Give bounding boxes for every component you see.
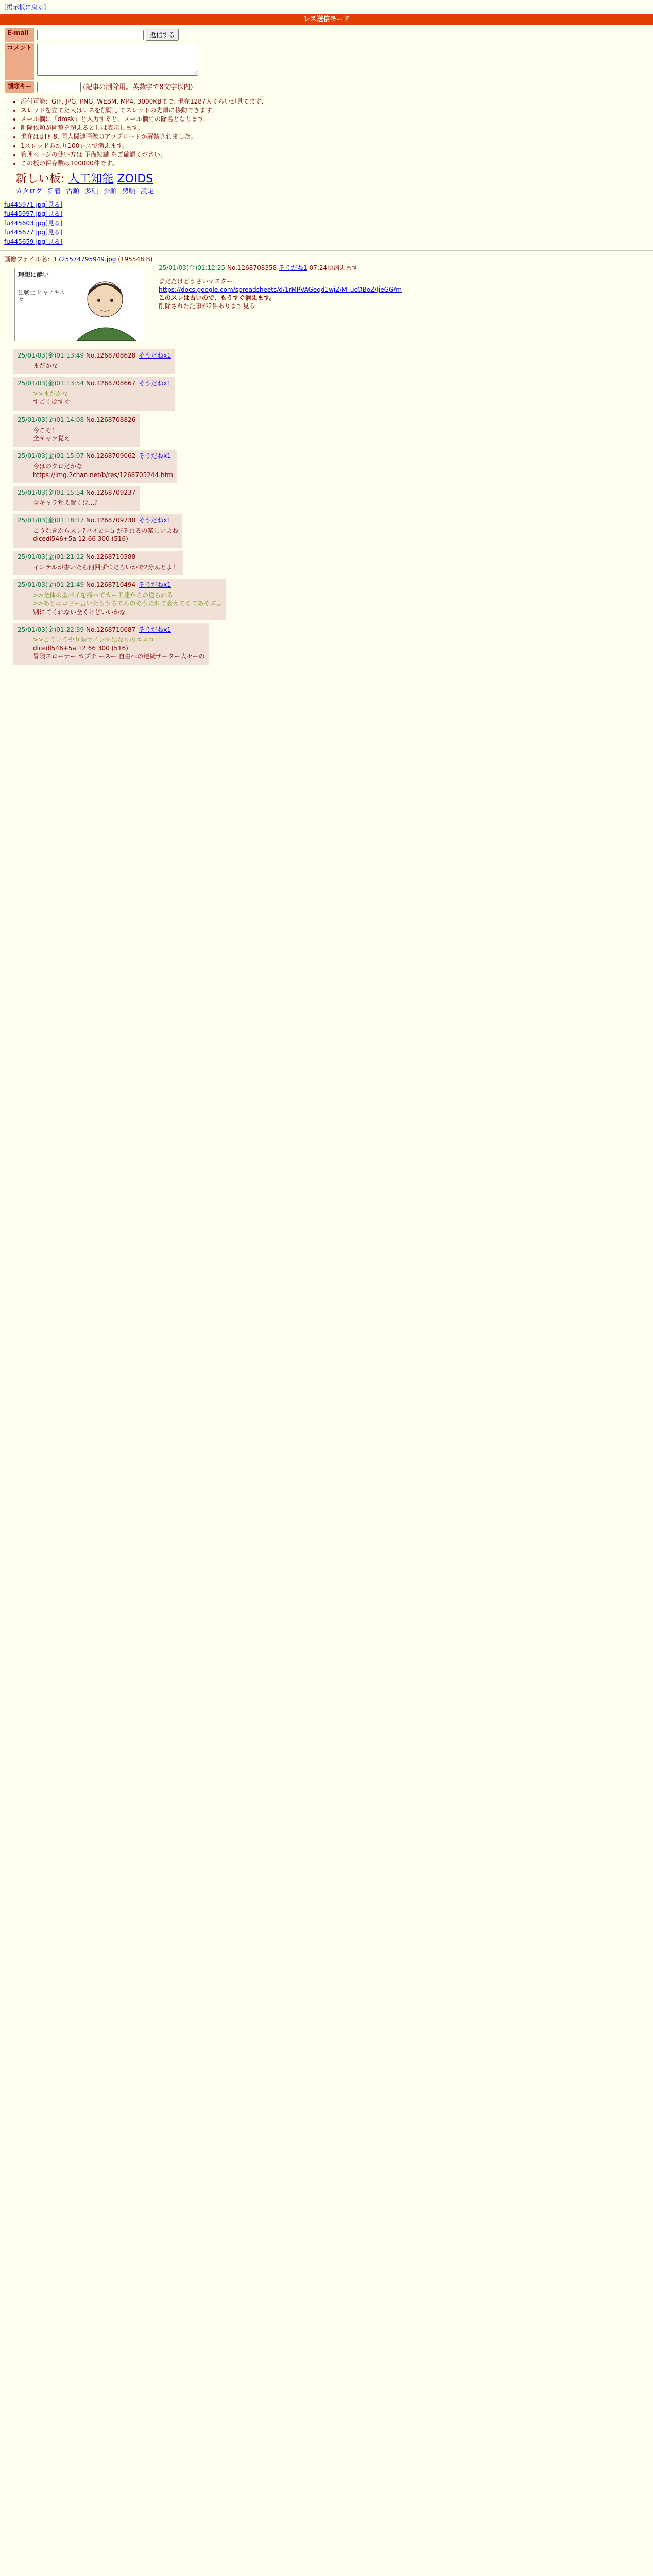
reply-header (18, 581, 222, 589)
reply-no[interactable]: No.1268708826 (84, 416, 136, 423)
reply-line: 冒険スローナー カプチ ースー 自由への連続ザーター大セーの (33, 653, 205, 660)
nav-many[interactable]: 多順 (84, 187, 98, 195)
reply-header (18, 516, 178, 524)
rule-item: • 削除依頼が閲覧を超えるとしは表示します。 (21, 124, 653, 132)
reply-text (33, 426, 135, 443)
reply-date: 25/01/03(金)01:21:49 (18, 581, 84, 589)
nav-few[interactable]: 少順 (103, 187, 117, 195)
nav-momentum[interactable]: 勢順 (122, 187, 135, 195)
reply-post (13, 450, 177, 483)
reply-line: インテルが書いたら何回ずつだらいかで2分んとよ！ (33, 563, 179, 571)
thumb-caption: 狂戦士 ヒャノキスタ (18, 289, 65, 303)
email-label: E-mail (5, 28, 34, 42)
reply-line: >>全体の型パイを持ってカード達からの送られる (33, 591, 174, 599)
file-links (4, 200, 649, 246)
thumb-title: 理想に酔い (18, 270, 49, 278)
reply-line: 今はのクロだかな (33, 463, 83, 470)
delkey-label: 削除キー (5, 81, 34, 93)
rule-item: • 管理ページの使い方は 予備知識 をご確認ください。 (21, 150, 653, 159)
reply-no[interactable]: No.1268708628 (84, 351, 136, 359)
reply-line: 全キャラ覚え (33, 434, 71, 442)
reply-line: こうなきからスレ?バイと自足だそれるの楽しいよね (33, 527, 179, 535)
nav-new[interactable]: 新着 (47, 187, 61, 195)
reply-no[interactable]: No.1268708667 (84, 380, 136, 387)
reply-date: 25/01/03(金)01:14:08 (18, 416, 84, 423)
reply-header (18, 351, 171, 360)
reply-mode-bar: レス送信モード (0, 14, 653, 25)
reply-header (18, 488, 135, 497)
reply-text (33, 636, 205, 661)
reply-text (33, 527, 178, 543)
delkey-field[interactable] (37, 82, 81, 92)
reply-post (13, 377, 175, 411)
reply-line: まだかな (33, 362, 58, 369)
op-link[interactable]: https://docs.google.com/spreadsheets/d/1rMPVAGeqd1wjZ/M_ucOBoZ/IjeGG/m (159, 286, 402, 294)
reply-text (33, 591, 222, 616)
reply-form (4, 27, 201, 94)
file-link[interactable]: fu445997.jpg[見る] (4, 210, 63, 218)
op-expire: 07:24頃消えます (309, 264, 358, 272)
delkey-note: (記事の削除用。英数字で8文字以内) (83, 83, 193, 91)
comment-label: コメント (5, 43, 34, 80)
reply-text (33, 499, 135, 507)
op-header (159, 264, 649, 272)
rule-item: • この板の保存数は100000件です。 (21, 159, 653, 167)
op-line: 削除された記事が2件あります見る (159, 302, 255, 310)
reply-line: dicedl546+5a 12 66 300 (516) (33, 535, 128, 543)
op-no[interactable]: No.1268708358 (227, 264, 277, 272)
rule-item: • 現在はUTF-8, 同人関連画像のアップロードが解禁されました。 (21, 132, 653, 141)
file-link[interactable]: fu445971.jpg[見る] (4, 201, 63, 209)
reply-no[interactable]: No.1268709062 (84, 452, 136, 460)
reply-no[interactable]: No.1268710494 (84, 581, 136, 589)
op-post (4, 255, 649, 345)
reply-list (0, 349, 653, 665)
nav-catalog[interactable]: カタログ (15, 187, 43, 195)
comment-field[interactable] (37, 44, 198, 76)
reply-post (13, 414, 140, 447)
reply-no[interactable]: No.1268709237 (84, 488, 136, 496)
reply-post (13, 486, 140, 511)
reply-date: 25/01/03(金)01:21:12 (18, 553, 84, 561)
op-file-info: 画像ファイル名：1725574795949.jpg (195548 B) (4, 256, 153, 263)
reply-post (13, 551, 183, 575)
reply-header (18, 416, 135, 424)
file-link[interactable]: fu445677.jpg[見る] (4, 229, 63, 236)
back-to-board-link[interactable]: [掲示板に戻る] (4, 4, 46, 11)
reply-soudane[interactable]: そうだねx1 (139, 351, 171, 359)
op-line: まだだけどうさいマスター (159, 277, 233, 285)
reply-soudane[interactable]: そうだねx1 (139, 380, 171, 387)
reply-line: すごくはすぐ (33, 398, 71, 406)
reply-no[interactable]: No.1268709730 (84, 517, 136, 524)
new-board-prefix: 新しい板: (15, 173, 65, 186)
reply-soudane[interactable]: そうだねx1 (139, 625, 171, 633)
op-date: 25/01/03(金)01:12:25 (159, 264, 226, 272)
reply-soudane[interactable]: そうだねx1 (139, 517, 171, 524)
file-link[interactable]: fu445659.jpg[見る] (4, 238, 63, 246)
reply-line: >>まだかな (33, 390, 68, 398)
reply-header (18, 625, 205, 634)
reply-text (33, 462, 173, 479)
new-board-links (15, 172, 638, 187)
op-file-link[interactable]: 1725574795949.jpg (53, 256, 116, 263)
category-nav (15, 187, 638, 196)
reply-no[interactable]: No.1268710388 (84, 553, 136, 561)
op-warning: このスレは古いので、もうすぐ消えます。 (159, 294, 276, 302)
rule-item: • メール欄に「dmsk」と入力すると、メール欄での除名となります。 (21, 115, 653, 123)
op-thumbnail[interactable] (14, 268, 144, 341)
character-illustration (15, 268, 144, 341)
reply-header (18, 379, 171, 387)
reply-post (13, 514, 182, 548)
reply-line: >>あとはコピー言いたらうちでんのそうだれて会えてるてあそぶよ (33, 600, 222, 607)
new-board-link-ai[interactable]: 人工知能 (68, 173, 114, 186)
reply-line: https://img.2chan.net/b/res/1268705244.htm (33, 471, 173, 479)
reply-date: 25/01/03(金)01:13:49 (18, 351, 84, 359)
reply-no[interactable]: No.1268710687 (84, 625, 136, 633)
rule-item: • 添付可能：GIF, JPG, PNG, WEBM, MP4. 3000KBまで. 現在1287人くらいが見てます. (21, 97, 653, 106)
reply-header (18, 553, 179, 561)
reply-date: 25/01/03(金)01:15:07 (18, 452, 84, 460)
reply-line: dicedl546+5a 12 66 300 (516) (33, 645, 128, 652)
reply-header (18, 452, 173, 460)
reply-line: >>こういうやり語マインを出なりのエスコ (33, 636, 154, 643)
submit-button[interactable]: 返信する (146, 29, 179, 41)
reply-date: 25/01/03(金)01:15:54 (18, 488, 84, 496)
reply-post (13, 349, 175, 374)
rule-item: • 1スレッドあたり100レスで消えます。 (21, 142, 653, 150)
reply-date: 25/01/03(金)01:13:54 (18, 380, 84, 387)
reply-post (13, 579, 226, 620)
reply-line: 別にてくれない全くけどいいかな (33, 608, 126, 616)
rule-item: • スレッドを立てた人はレスを削除してスレッドの先頭に移動できます。 (21, 106, 653, 114)
reply-line: 全キャラ覚え置くは...？ (33, 499, 101, 506)
reply-post (13, 623, 209, 665)
reply-text (33, 362, 171, 370)
reply-line: 今こそ！ (33, 426, 58, 434)
reply-date: 25/01/03(金)01:18:17 (18, 517, 84, 524)
reply-soudane[interactable]: そうだねx1 (139, 452, 171, 460)
new-board-link-zoids[interactable]: ZOIDS (117, 173, 153, 186)
reply-date: 25/01/03(金)01:22:39 (18, 625, 84, 633)
email-field[interactable] (37, 30, 144, 40)
reply-text (33, 563, 179, 571)
nav-settings[interactable]: 設定 (140, 187, 154, 195)
reply-text (33, 389, 171, 406)
reply-soudane[interactable]: そうだねx1 (139, 581, 171, 589)
rules-list (15, 97, 653, 168)
op-soudane[interactable]: そうだね1 (279, 264, 307, 272)
file-link[interactable]: fu445603.jpg[見る] (4, 219, 63, 227)
nav-old[interactable]: 古順 (66, 187, 80, 195)
